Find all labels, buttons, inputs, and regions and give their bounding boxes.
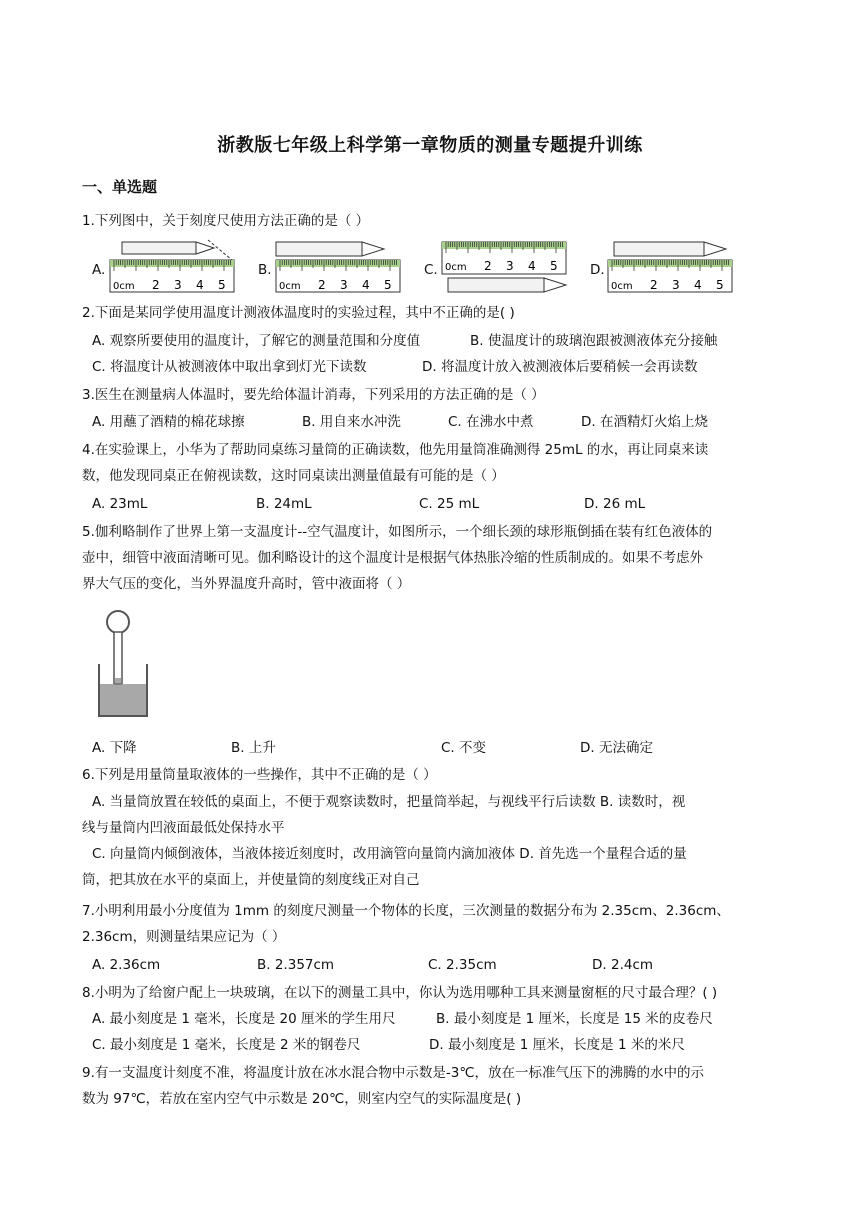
q4-stem-line-1: 4.在实验课上，小华为了帮助同桌练习量筒的正确读数，他先用量筒准确测得 25mL 的水，再让同桌来读 xyxy=(82,442,709,458)
question-5-options xyxy=(92,735,782,761)
galileo-thermometer-figure xyxy=(96,606,152,722)
q8-option-b[interactable]: B. 最小刻度是 1 厘米，长度是 15 米的皮卷尺 xyxy=(436,1011,713,1027)
question-7-options xyxy=(92,952,782,978)
q4-option-c[interactable]: C. 25 mL xyxy=(419,496,480,512)
q4-option-b[interactable]: B. 24mL xyxy=(256,496,312,512)
q5-stem-line-3: 界大气压的变化，当外界温度升高时，管中液面将（ ） xyxy=(82,576,411,592)
q1-figure-a xyxy=(108,238,238,298)
q5-stem-line-2: 壶中，细管中液面清晰可见。伽利略设计的这个温度计是根据气体热胀冷缩的性质制成的。如果不考虑外 xyxy=(82,550,703,566)
q2-option-a[interactable]: A. 观察所要使用的温度计，了解它的测量范围和分度值 xyxy=(92,333,421,349)
q7-stem-line-1: 7.小明利用最小分度值为 1mm 的刻度尺测量一个物体的长度，三次测量的数据分布为 2.35cm、2.36cm、 xyxy=(82,903,730,919)
q1-figure-c xyxy=(440,238,572,300)
q5-stem-line-1: 5.伽利略制作了世界上第一支温度计--空气温度计，如图所示，一个细长颈的球形瓶倒插在装有红色液体的 xyxy=(82,524,713,540)
ruler-b-tick-2: 2 xyxy=(318,278,326,292)
ruler-a-tick-2: 2 xyxy=(152,278,160,292)
question-1-stem: 1.下列图中，关于刻度尺使用方法正确的是（ ） xyxy=(82,213,370,229)
q6-option-line-4[interactable]: 筒，把其放在水平的桌面上，并使量筒的刻度线正对自己 xyxy=(82,872,420,888)
q3-option-c[interactable]: C. 在沸水中煮 xyxy=(448,414,534,430)
question-6-stem: 6.下列是用量筒量取液体的一些操作，其中不正确的是（ ） xyxy=(82,767,437,783)
ruler-a-tick-3: 3 xyxy=(174,278,182,292)
q7-option-a[interactable]: A. 2.36cm xyxy=(92,957,161,973)
q3-option-a[interactable]: A. 用蘸了酒精的棉花球擦 xyxy=(92,414,245,430)
question-9-stem xyxy=(82,1060,782,1112)
q8-option-d[interactable]: D. 最小刻度是 1 厘米，长度是 1 米的米尺 xyxy=(429,1037,685,1053)
question-8-stem: 8.小明为了给窗户配上一块玻璃，在以下的测量工具中，你认为选用哪种工具来测量窗框的尺寸最合理？( ) xyxy=(82,985,718,1001)
q7-option-c[interactable]: C. 2.35cm xyxy=(428,957,497,973)
ruler-c-tick-4: 4 xyxy=(528,259,536,273)
question-4-stem xyxy=(82,437,782,489)
q4-option-d[interactable]: D. 26 mL xyxy=(584,496,646,512)
question-3-stem: 3.医生在测量病人体温时，要先给体温计消毒，下列采用的方法正确的是（ ） xyxy=(82,387,545,403)
q7-stem-line-2: 2.36cm，则测量结果应记为（ ） xyxy=(82,929,286,945)
ruler-c-tick-2: 2 xyxy=(484,259,492,273)
q1-option-a-label: A. xyxy=(92,262,106,278)
q6-option-line-3[interactable]: C. 向量筒内倾倒液体，当液体接近刻度时，改用滴管向量筒内滴加液体 D. 首先选一个量程合适的量 xyxy=(92,846,687,862)
ruler-d-tick-2: 2 xyxy=(650,278,658,292)
ruler-c-tick-3: 3 xyxy=(506,259,514,273)
ruler-b-tick-3: 3 xyxy=(340,278,348,292)
ruler-c-tick-0: 0cm xyxy=(445,262,467,273)
ruler-b-tick-5: 5 xyxy=(384,278,392,292)
q1-option-c-label: C. xyxy=(424,262,438,278)
q5-option-d[interactable]: D. 无法确定 xyxy=(580,740,653,756)
question-8-options xyxy=(92,1006,782,1058)
section-heading: 一、单选题 xyxy=(82,178,158,196)
q1-option-d-label: D. xyxy=(590,262,605,278)
q8-option-c[interactable]: C. 最小刻度是 1 毫米，长度是 2 米的钢卷尺 xyxy=(92,1037,361,1053)
question-5-stem xyxy=(82,519,782,597)
q5-option-a[interactable]: A. 下降 xyxy=(92,740,137,756)
q5-option-b[interactable]: B. 上升 xyxy=(231,740,276,756)
q8-option-a[interactable]: A. 最小刻度是 1 毫米，长度是 20 厘米的学生用尺 xyxy=(92,1011,396,1027)
q3-option-b[interactable]: B. 用自来水冲洗 xyxy=(302,414,401,430)
ruler-d-tick-4: 4 xyxy=(694,278,702,292)
question-2-stem: 2.下面是某同学使用温度计测液体温度时的实验过程，其中不正确的是( ) xyxy=(82,305,515,321)
question-2-options xyxy=(92,328,782,380)
q9-stem-line-2: 数为 97℃，若放在室内空气中示数是 20℃，则室内空气的实际温度是( ) xyxy=(82,1091,522,1107)
q3-option-d[interactable]: D. 在酒精灯火焰上烧 xyxy=(581,414,708,430)
q6-option-line-2[interactable]: 线与量筒内凹液面最低处保持水平 xyxy=(82,820,285,836)
q6-option-line-1[interactable]: A. 当量筒放置在较低的桌面上，不便于观察读数时，把量筒举起，与视线平行后读数 B. 读数时，视 xyxy=(92,794,686,810)
question-7-stem xyxy=(82,898,782,950)
ruler-b-tick-4: 4 xyxy=(362,278,370,292)
q7-option-b[interactable]: B. 2.357cm xyxy=(257,957,335,973)
ruler-a-tick-5: 5 xyxy=(218,278,226,292)
ruler-d-tick-0: 0cm xyxy=(611,281,633,292)
ruler-d-tick-5: 5 xyxy=(716,278,724,292)
q4-option-a[interactable]: A. 23mL xyxy=(92,496,148,512)
q1-option-b-label: B. xyxy=(258,262,272,278)
q2-option-d[interactable]: D. 将温度计放入被测液体后要稍候一会再读数 xyxy=(422,359,698,375)
q4-stem-line-2: 数，他发现同桌正在俯视读数，这时同桌读出测量值最有可能的是（ ） xyxy=(82,468,505,484)
q2-option-b[interactable]: B. 使温度计的玻璃泡跟被测液体充分接触 xyxy=(470,333,718,349)
question-4-options xyxy=(92,491,782,517)
ruler-a-tick-0: 0cm xyxy=(113,281,135,292)
ruler-b-tick-0: 0cm xyxy=(279,281,301,292)
question-3-options xyxy=(92,409,782,435)
page-title: 浙教版七年级上科学第一章物质的测量专题提升训练 xyxy=(217,135,643,156)
q2-option-c[interactable]: C. 将温度计从被测液体中取出拿到灯光下读数 xyxy=(92,359,367,375)
q9-stem-line-1: 9.有一支温度计刻度不准，将温度计放在冰水混合物中示数是-3℃，放在一标准气压下的沸腾的水中的示 xyxy=(82,1065,705,1081)
ruler-d-tick-3: 3 xyxy=(672,278,680,292)
q1-figure-b xyxy=(274,238,404,298)
ruler-a-tick-4: 4 xyxy=(196,278,204,292)
q1-figure-d xyxy=(606,238,736,298)
question-6-options xyxy=(82,789,782,893)
q7-option-d[interactable]: D. 2.4cm xyxy=(592,957,654,973)
q5-option-c[interactable]: C. 不变 xyxy=(441,740,487,756)
ruler-c-tick-5: 5 xyxy=(550,259,558,273)
